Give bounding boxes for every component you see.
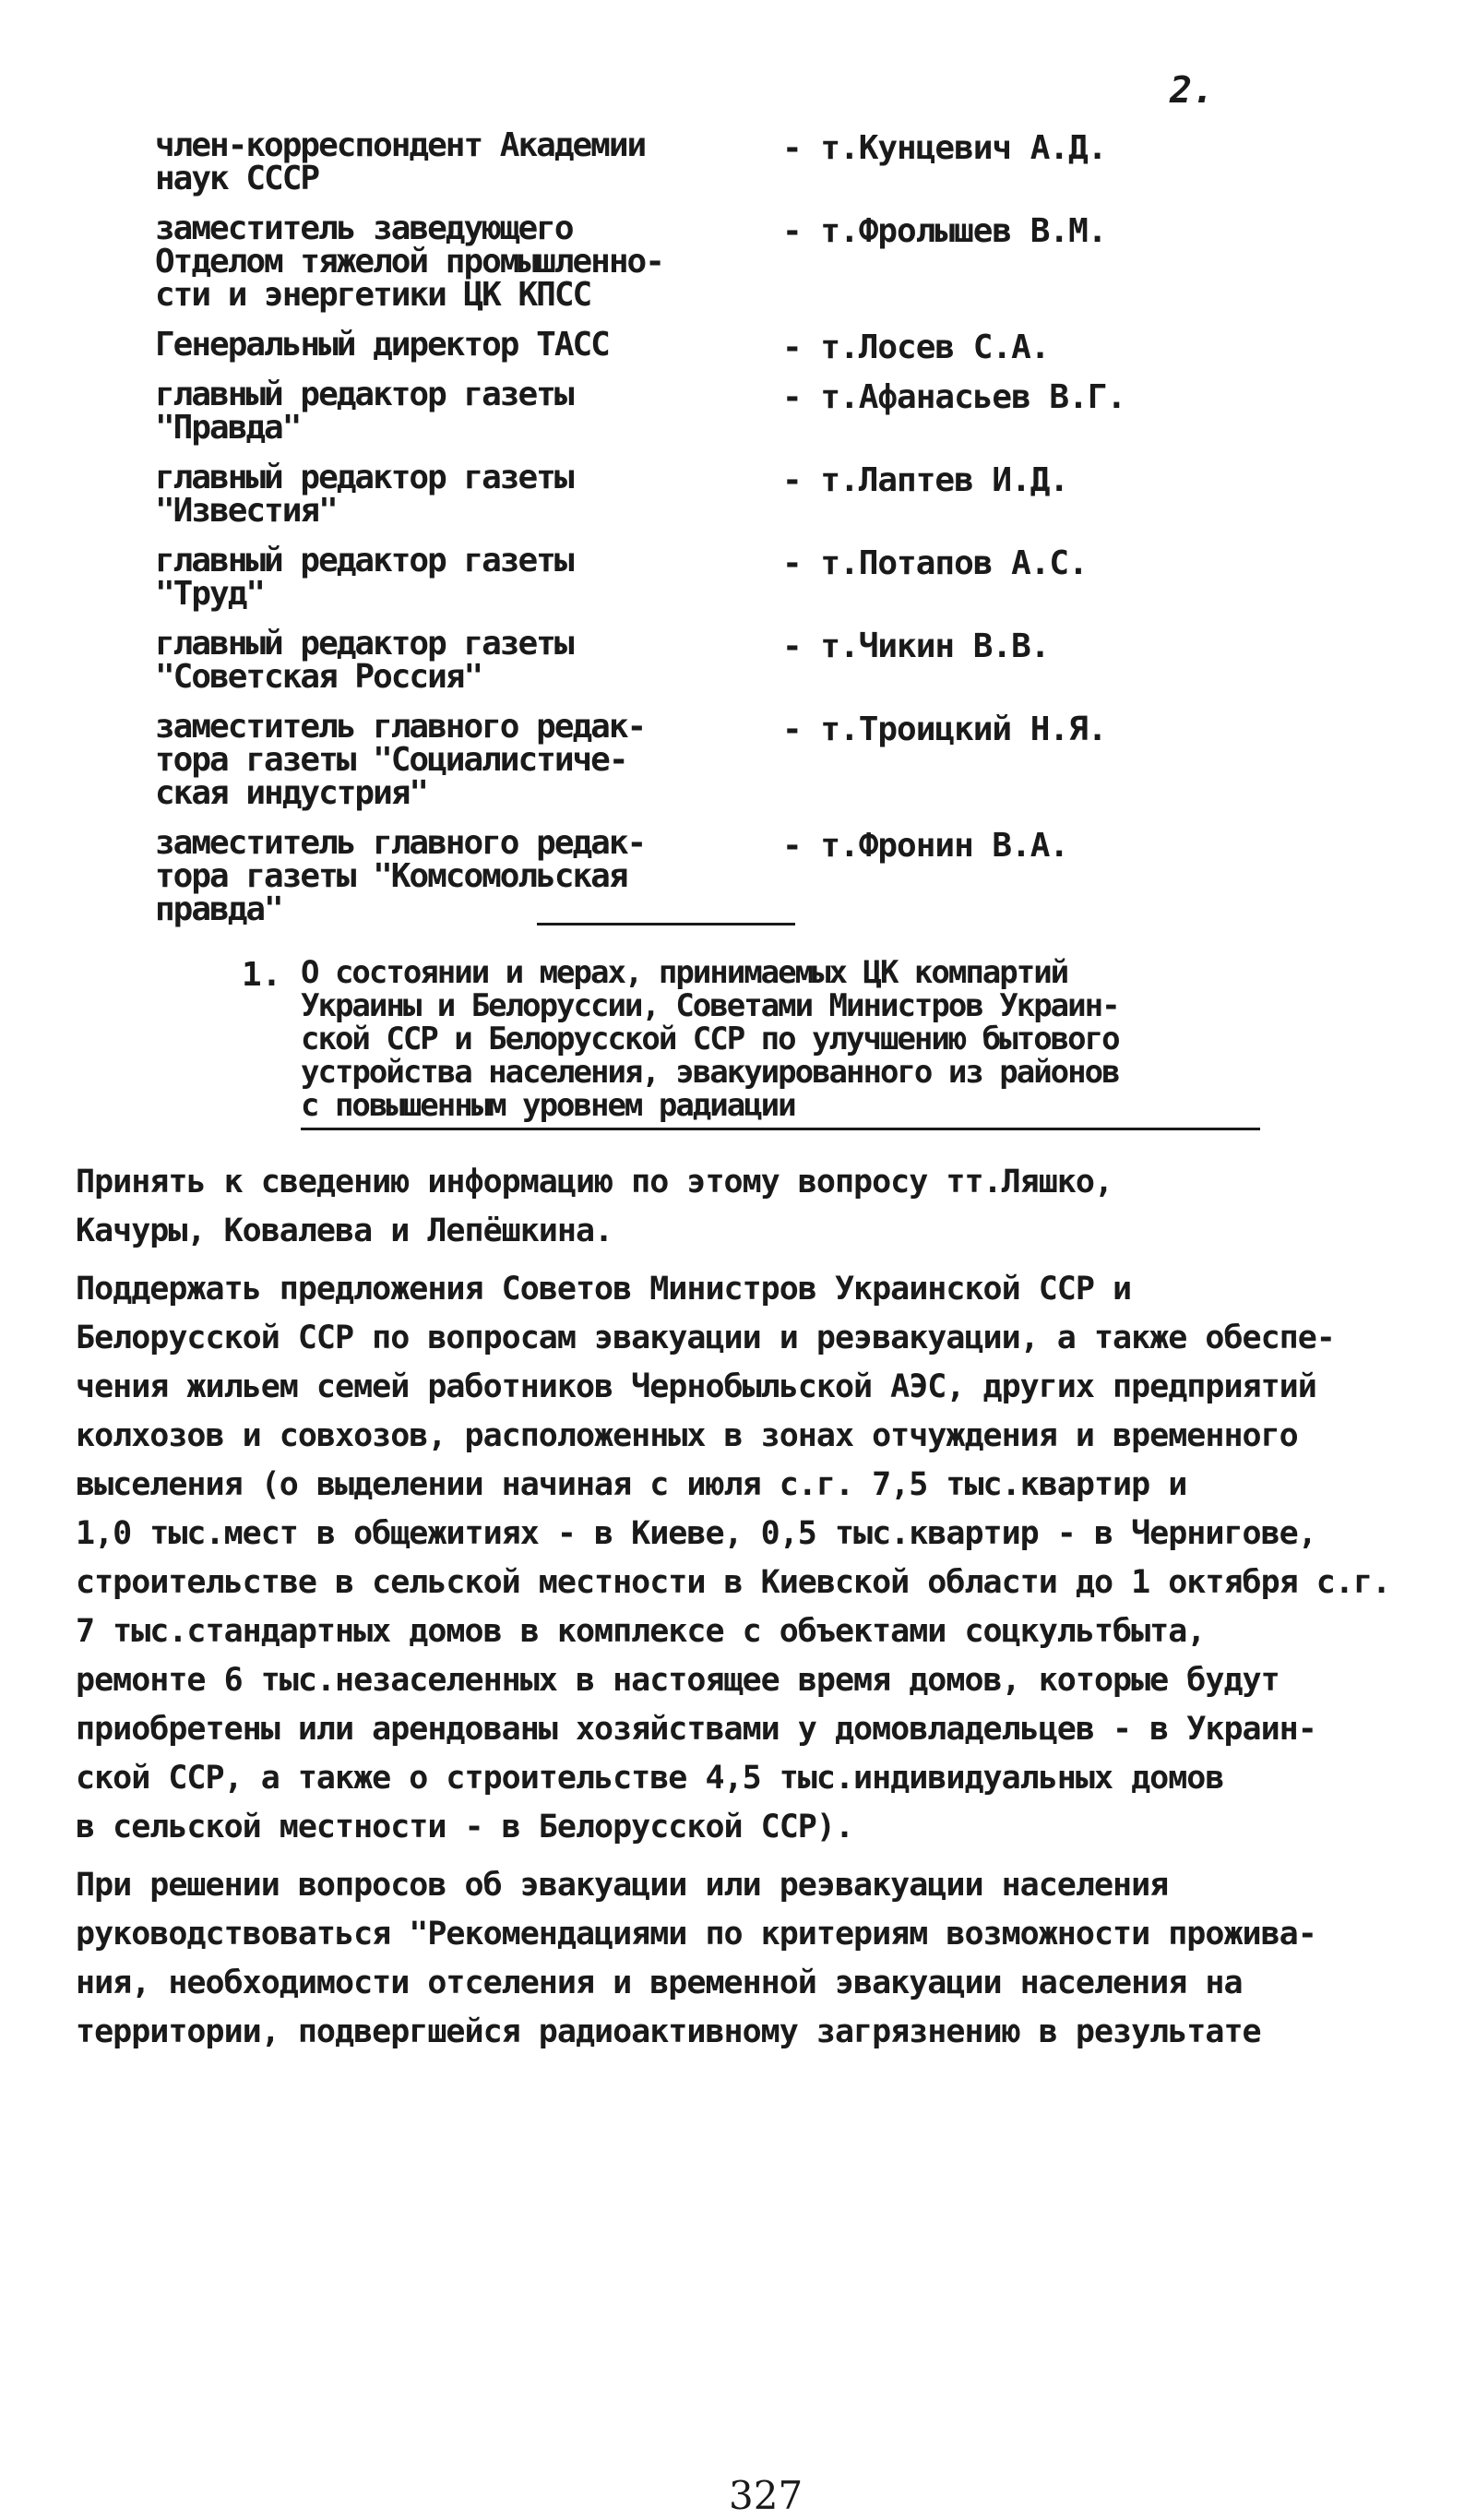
attendee-row: [155, 461, 1216, 528]
attendee-role: Генеральный директор ТАСС: [155, 326, 609, 364]
attendee-row: [155, 326, 1216, 366]
attendee-name: - т.Потапов А.С.: [782, 544, 1088, 582]
attendee-name: - т.Лаптев И.Д.: [782, 461, 1069, 499]
attendee-row: [155, 209, 1216, 314]
paragraph: Поддержать предложения Советов Министров Украинской ССР и Белорусской ССР по вопросам эвакуации и реэвакуации, а также обеспе- чения жильем семей работников Чернобыльской АЭС, других предприятий колхозов и совхозов, расположенных в зонах отчуждения и временного выселения (о выделении начиная с июля с.г. 7,5 тыс.квартир и 1,0 тыс.мест в общежитиях - в Киеве, 0,5 тыс.квартир - в Чернигове, строительстве в сельской местности в Киевской области до 1 октября с.г. 7 тыс.стандартных домов в комплексе с объектами соцкультбыта, ремонте 6 тыс.незаселенных в настоящее время домов, которые будут приобретены или арендованы хозяйствами у домовладельцев - в Украин- ской ССР, а также о строительстве 4,5 тыс.индивидуальных домов в сельской местности - в Белорусской ССР).: [76, 1271, 1391, 1845]
attendee-name: - т.Фронин В.А.: [782, 827, 1069, 865]
attendee-role: главный редактор газеты "Известия": [155, 459, 573, 530]
attendee-role: заместитель главного редак- тора газеты "Социалистиче- ская индустрия": [155, 708, 646, 812]
agenda-title: О состоянии и мерах, принимаемых ЦК компартий Украины и Белоруссии, Советами Министров Украин- ской ССР и Белорусской ССР по улучшению бытового устройства населения, эвакуированного из районов с повышенным уровнем радиации: [301, 956, 1260, 1130]
attendee-role: главный редактор газеты "Советская Россия": [155, 625, 573, 696]
attendee-role: заместитель заведующего Отделом тяжелой промышленно- сти и энергетики ЦК КПСС: [155, 209, 663, 314]
paragraph: При решении вопросов об эвакуации или реэвакуации населения руководствоваться "Рекомендациями по критериям возможности прожива- ния, необходимости отселения и временной эвакуации населения на территории, подвергшейся радиоактивному загрязнению в результате: [76, 1867, 1316, 2050]
attendee-role: заместитель главного редак- тора газеты "Комсомольская правда": [155, 824, 646, 928]
attendee-name: - т.Фролышев В.М.: [782, 212, 1107, 250]
paragraph: Принять к сведению информацию по этому вопросу тт.Ляшко, Качуры, Ковалева и Лепёшкина.: [76, 1164, 1113, 1249]
resolution-text: [76, 1158, 1413, 2066]
attendee-role: главный редактор газеты "Правда": [155, 376, 573, 447]
attendee-row: [155, 126, 1216, 197]
attendee-row: [155, 544, 1216, 611]
attendee-role: член-корреспондент Академии наук СССР: [155, 126, 646, 197]
attendee-row: [155, 824, 1216, 928]
attendee-name: - т.Лосев С.А.: [782, 328, 1050, 366]
attendee-name: - т.Чикин В.В.: [782, 627, 1050, 665]
attendee-name: - т.Афанасьев В.Г.: [782, 378, 1126, 416]
agenda-number: 1.: [242, 956, 282, 994]
attendee-name: - т.Троицкий Н.Я.: [782, 711, 1107, 748]
attendee-role: главный редактор газеты "Труд": [155, 542, 573, 613]
page-number: 2.: [1170, 69, 1215, 112]
attendee-name: - т.Кунцевич А.Д.: [782, 129, 1107, 167]
attendee-row: [155, 708, 1216, 812]
section-divider: [537, 923, 795, 926]
attendee-row: [155, 378, 1216, 445]
folio-number: 327: [729, 2473, 803, 2518]
attendee-list: [155, 126, 1216, 943]
attendee-row: [155, 627, 1216, 694]
